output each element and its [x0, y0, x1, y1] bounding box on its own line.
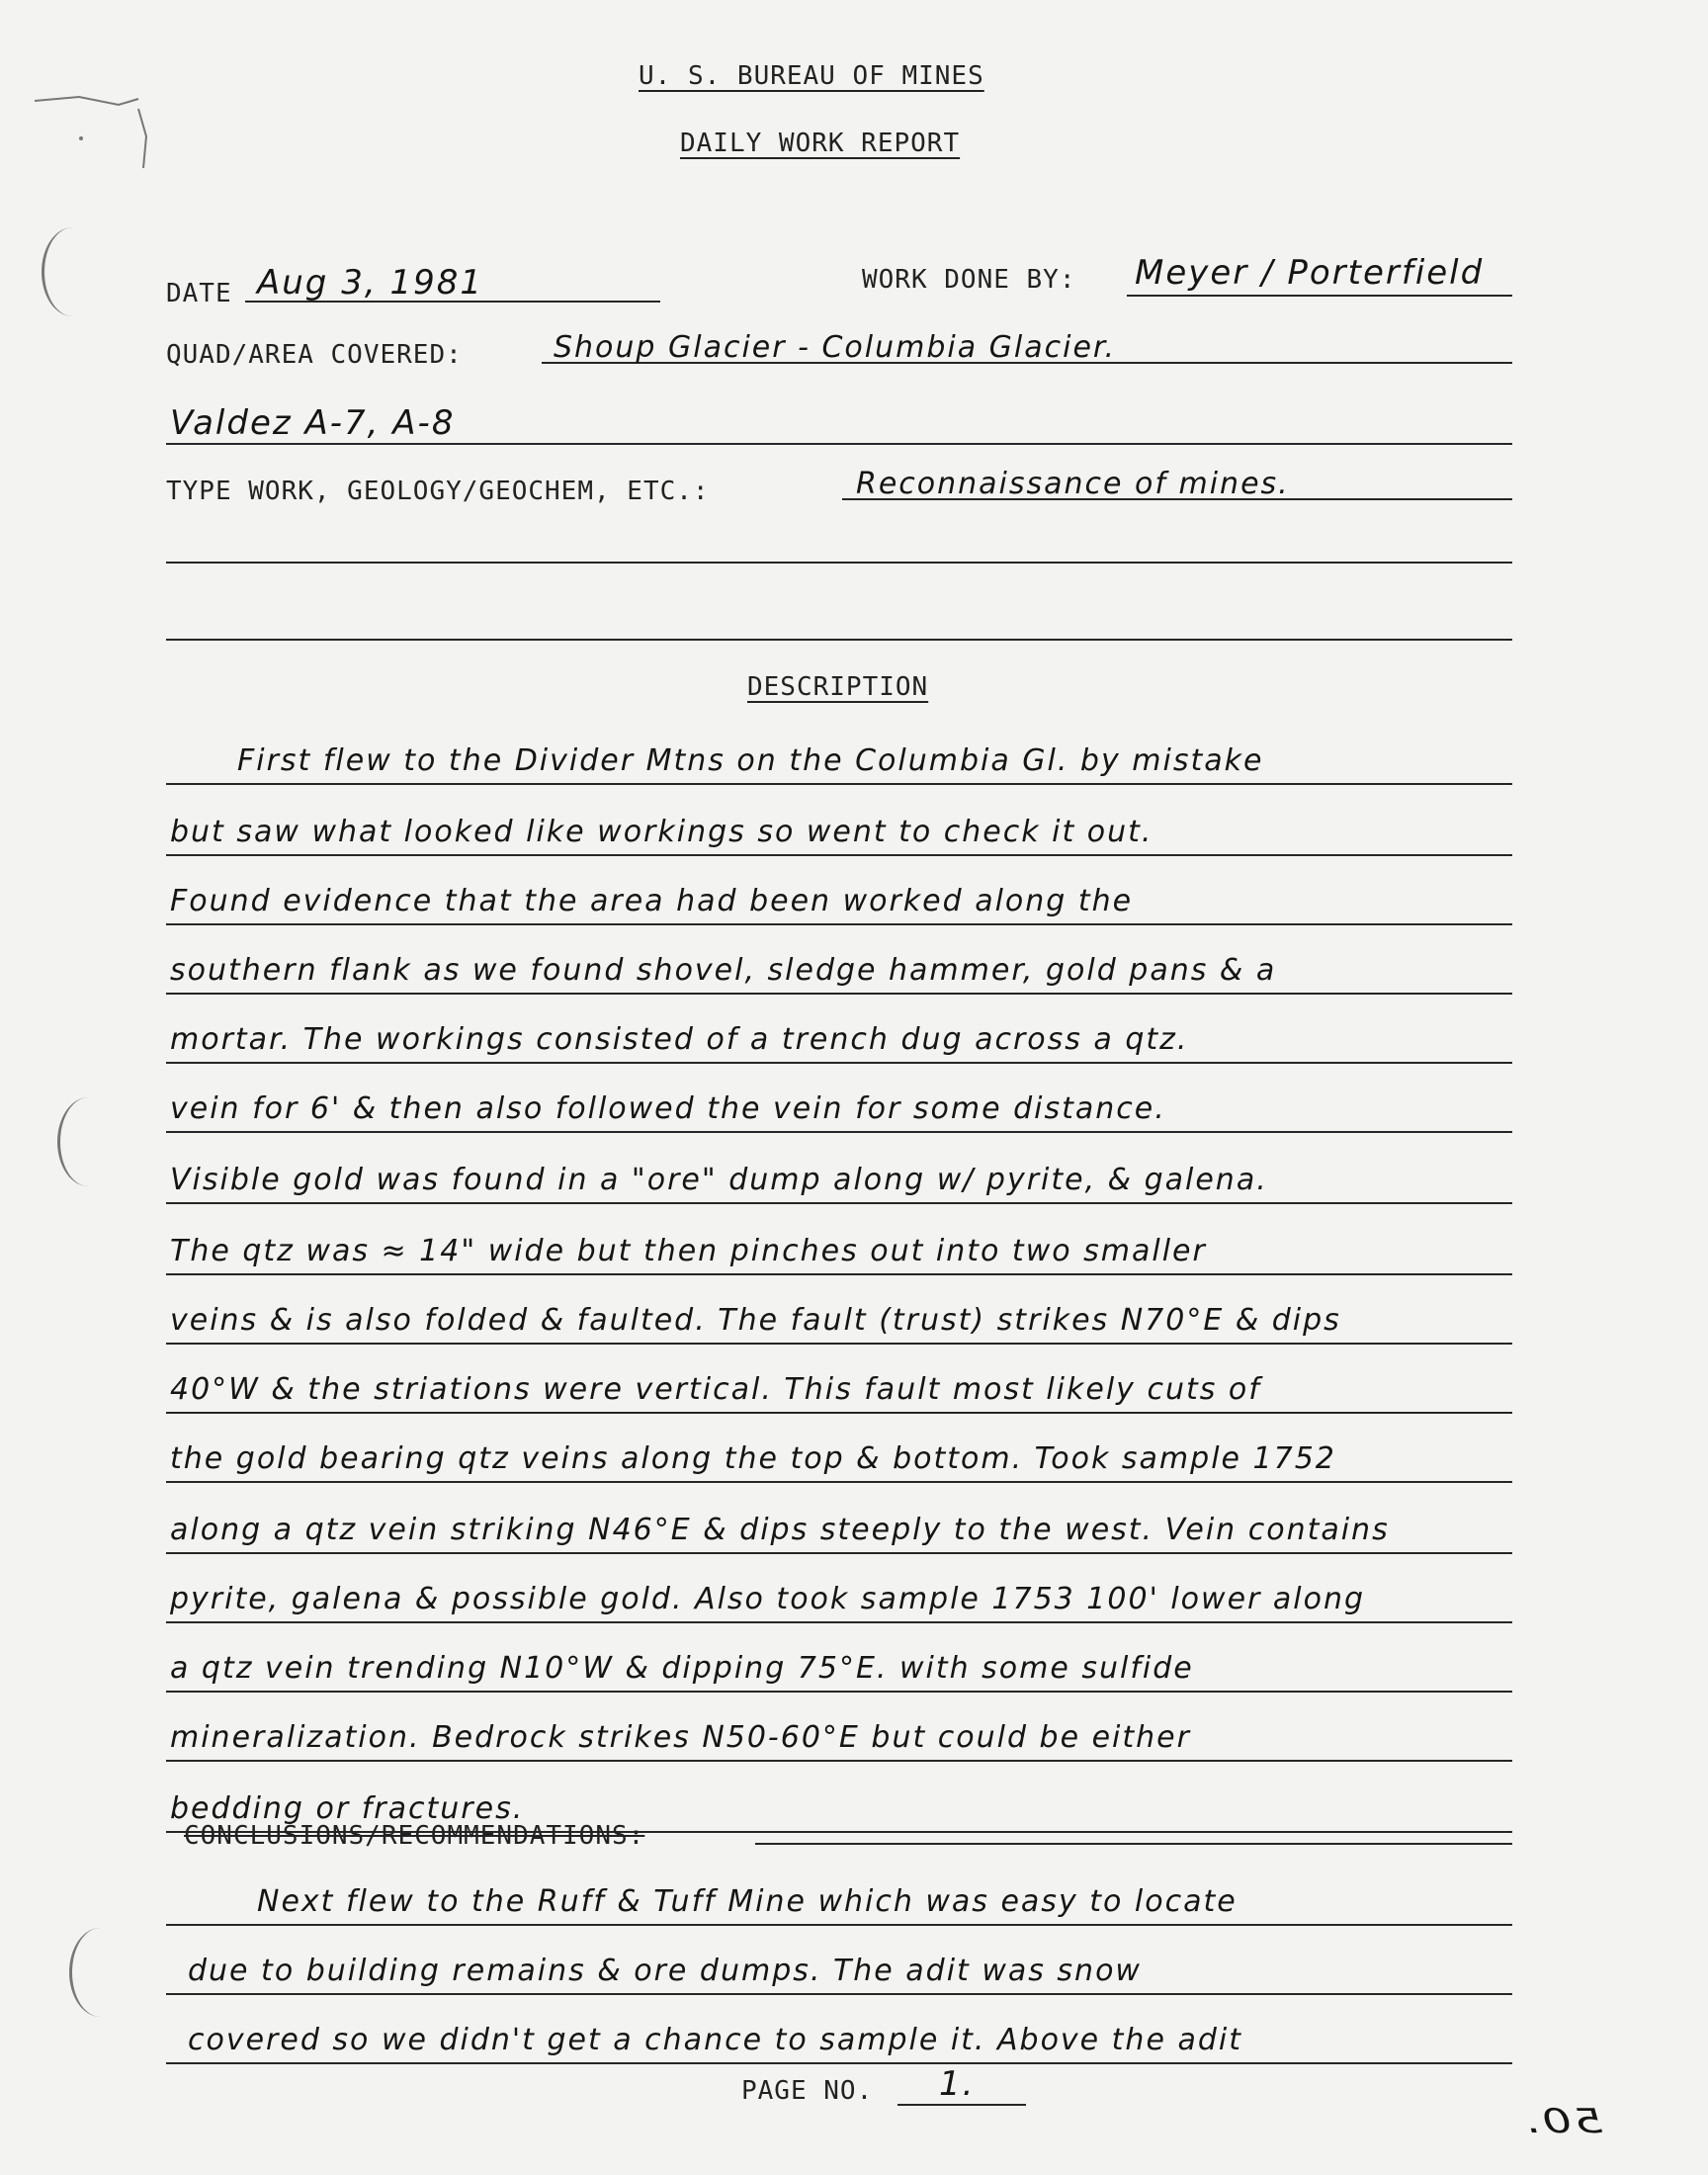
date-value: Aug 3, 1981: [257, 263, 483, 303]
desc-rule: [166, 1691, 1512, 1693]
work-done-by-underline: [1127, 295, 1512, 297]
description-line: mortar. The workings consisted of a trench dug across a qtz.: [170, 1022, 1189, 1057]
description-line: southern flank as we found shovel, sledge hammer, gold pans & a: [170, 953, 1277, 988]
blank-line-1: [166, 562, 1512, 564]
type-work-value: Reconnaissance of mines.: [856, 467, 1290, 501]
description-line: The qtz was ≈ 14" wide but then pinches out into two smaller: [170, 1234, 1207, 1268]
punch-hole-mark-top: [42, 227, 104, 316]
punch-hole-mark-bottom: [69, 1928, 131, 2017]
blank-line-2: [166, 639, 1512, 641]
punch-hole-mark-middle: [57, 1097, 120, 1186]
desc-rule: [166, 783, 1512, 785]
desc-rule: [166, 1412, 1512, 1414]
desc-rule: [166, 923, 1512, 925]
description-line: vein for 6' & then also followed the vein for some distance.: [170, 1091, 1166, 1126]
description-line: 40°W & the striations were vertical. This fault most likely cuts of: [170, 1372, 1261, 1407]
description-line: Found evidence that the area had been worked along the: [170, 884, 1134, 918]
conclusions-label-rule: [755, 1843, 1512, 1845]
desc-rule: [166, 1202, 1512, 1204]
page-number-value: 1.: [939, 2064, 976, 2104]
desc-rule: [166, 854, 1512, 856]
desc-rule: [166, 1760, 1512, 1762]
quad-underline-2: [166, 443, 1512, 445]
page-number-underline: [897, 2104, 1026, 2106]
type-work-label: TYPE WORK, GEOLOGY/GEOCHEM, ETC.:: [166, 477, 710, 506]
description-line: the gold bearing qtz veins along the top & bottom. Took sample 1752: [170, 1441, 1336, 1476]
description-line: bedding or fractures.: [170, 1791, 525, 1826]
page-number-label: PAGE NO.: [741, 2076, 874, 2106]
corner-number: 50.: [1521, 2102, 1603, 2141]
description-heading: DESCRIPTION: [747, 672, 929, 702]
desc-rule: [166, 1552, 1512, 1554]
report-title: DAILY WORK REPORT: [680, 129, 961, 158]
desc-rule: [166, 1621, 1512, 1623]
scratch-mark-icon: [20, 79, 158, 188]
desc-rule: [166, 993, 1512, 995]
description-line: veins & is also folded & faulted. The fault (trust) strikes N70°E & dips: [170, 1303, 1341, 1338]
work-done-by-value: Meyer / Porterfield: [1135, 253, 1485, 293]
description-line: Visible gold was found in a "ore" dump along w/ pyrite, & galena.: [170, 1163, 1268, 1197]
desc-rule: [166, 1481, 1512, 1483]
description-line: a qtz vein trending N10°W & dipping 75°E. with some sulfide: [170, 1651, 1194, 1686]
desc-rule: [166, 1131, 1512, 1133]
agency-title: U. S. BUREAU OF MINES: [639, 61, 984, 91]
description-line: mineralization. Bedrock strikes N50-60°E but could be either: [170, 1720, 1191, 1755]
conclusion-rule: [166, 1924, 1512, 1926]
conclusion-line: due to building remains & ore dumps. The adit was snow: [188, 1954, 1142, 1988]
desc-rule: [166, 1273, 1512, 1275]
quad-area-label: QUAD/AREA COVERED:: [166, 340, 463, 370]
conclusion-rule: [166, 1993, 1512, 1995]
description-line: First flew to the Divider Mtns on the Columbia Gl. by mistake: [237, 743, 1264, 778]
description-line: pyrite, galena & possible gold. Also took sample 1753 100' lower along: [170, 1582, 1366, 1616]
work-done-by-label: WORK DONE BY:: [862, 265, 1076, 295]
conclusions-label: CONCLUSIONS/RECOMMENDATIONS:: [184, 1821, 645, 1851]
desc-rule: [166, 1343, 1512, 1345]
conclusion-line: covered so we didn't get a chance to sample it. Above the adit: [188, 2023, 1242, 2057]
description-line: along a qtz vein striking N46°E & dips steeply to the west. Vein contains: [170, 1513, 1390, 1547]
description-line: but saw what looked like workings so went to check it out.: [170, 815, 1153, 849]
conclusion-line: Next flew to the Ruff & Tuff Mine which was easy to locate: [257, 1884, 1238, 1919]
quad-value-line1: Shoup Glacier - Columbia Glacier.: [554, 330, 1117, 365]
quad-value-line2: Valdez A-7, A-8: [170, 403, 456, 443]
conclusion-rule: [166, 2062, 1512, 2064]
desc-rule: [166, 1062, 1512, 1064]
date-label: DATE: [166, 279, 232, 308]
